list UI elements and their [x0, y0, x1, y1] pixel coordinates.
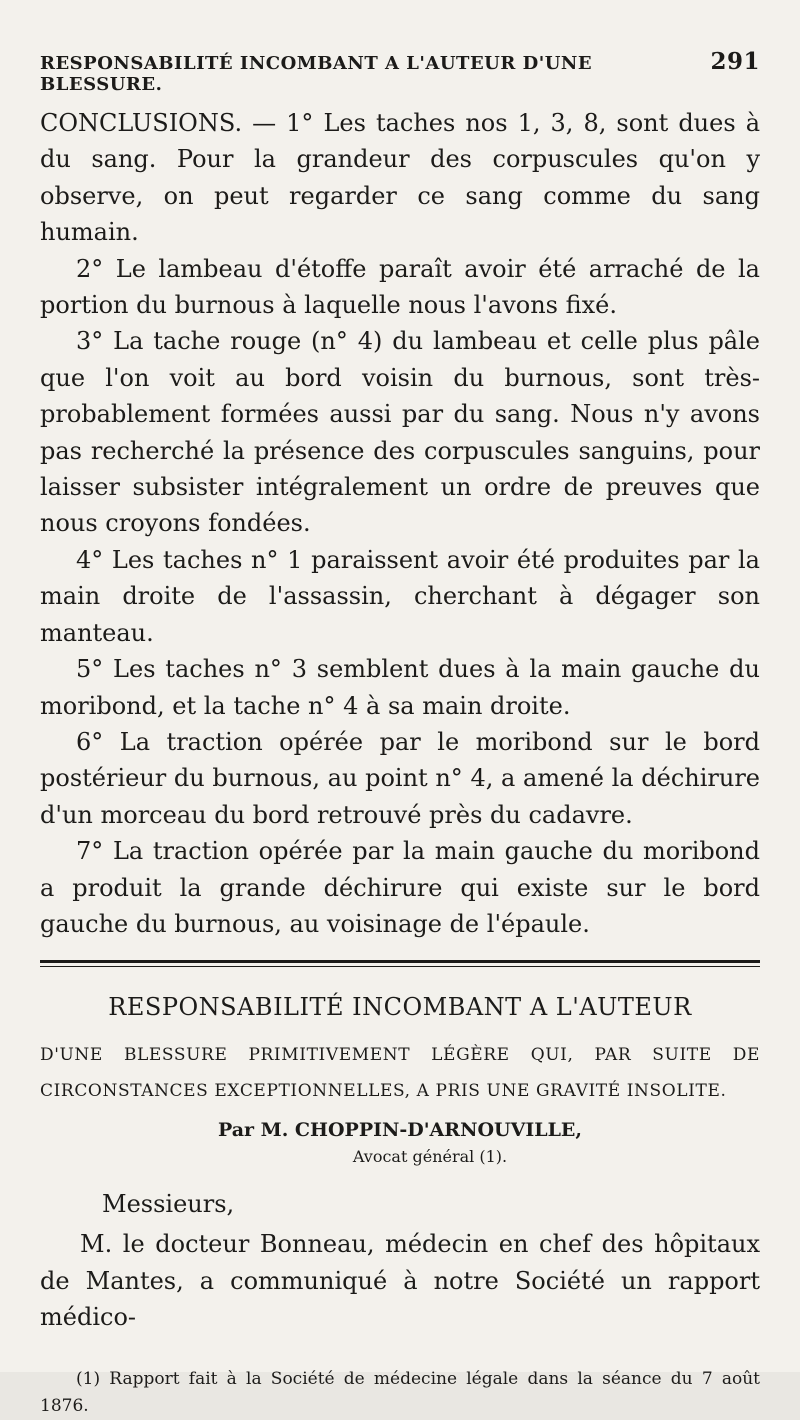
running-head-title: RESPONSABILITÉ INCOMBANT A L'AUTEUR D'UNE BLESSURE. — [40, 53, 593, 95]
conclusion-paragraph: 6° La traction opérée par le moribond sur le bord postérieur du burnous, au point n° 4, a amené la déchirure d'un morceau du bord retrouvé près du cadavre. — [40, 727, 760, 829]
conclusion-paragraph: 3° La tache rouge (n° 4) du lambeau et celle plus pâle que l'on voit au bord voisin du burnous, sont très-probablement formées aussi par du sang. Nous n'y avons pas recherché la présence des corpuscules sanguins, pour laisser subsister intégralement un ordre de preuves que nous croyons fondées. — [40, 327, 760, 538]
divider-thick-rule — [40, 960, 760, 963]
article-title: RESPONSABILITÉ INCOMBANT A L'AUTEUR — [108, 993, 692, 1022]
article-subtitle: D'UNE BLESSURE PRIMITIVEMENT LÉGÈRE QUI, PAR SUITE DE CIRCONSTANCES EXCEPTIONNELLES, A PRIS UNE GRAVITÉ INSOLITE. — [40, 1045, 760, 1102]
conclusion-paragraph: 7° La traction opérée par la main gauche du moribond a produit la grande déchirure qui existe sur le bord gauche du burnous, au voisinage de l'épaule. — [40, 837, 760, 938]
section-divider — [40, 960, 760, 967]
conclusions-section — [40, 105, 760, 942]
running-head — [40, 48, 760, 95]
salutation: Messieurs, — [102, 1190, 235, 1219]
conclusion-paragraph: 4° Les taches n° 1 paraissent avoir été produites par la main droite de l'assassin, cherchant à dégager son manteau. — [40, 545, 760, 647]
opening-paragraph: M. le docteur Bonneau, médecin en chef des hôpitaux de Mantes, a communiqué à notre Société un rapport médico- — [40, 1230, 760, 1332]
conclusion-paragraph: 5° Les taches n° 3 semblent dues à la main gauche du moribond, et la tache n° 4 à sa main droite. — [40, 655, 760, 720]
divider-thin-rule — [40, 966, 760, 967]
conclusion-paragraph: CONCLUSIONS. — 1° Les taches nos 1, 3, 8, sont dues à du sang. Pour la grandeur des corpuscules qu'on y observe, on peut regarder ce sang comme du sang humain. — [40, 109, 760, 247]
page-number: 291 — [710, 48, 760, 75]
author-role: Avocat général (1). — [352, 1147, 508, 1167]
author-line: Par M. CHOPPIN-D'ARNOUVILLE, — [217, 1119, 583, 1142]
conclusion-paragraph: 2° Le lambeau d'étoffe paraît avoir été arraché de la portion du burnous à laquelle nous l'avons fixé. — [40, 254, 760, 320]
footnote: (1) Rapport fait à la Société de médecine légale dans la séance du 7 août 1876. — [40, 1368, 760, 1416]
